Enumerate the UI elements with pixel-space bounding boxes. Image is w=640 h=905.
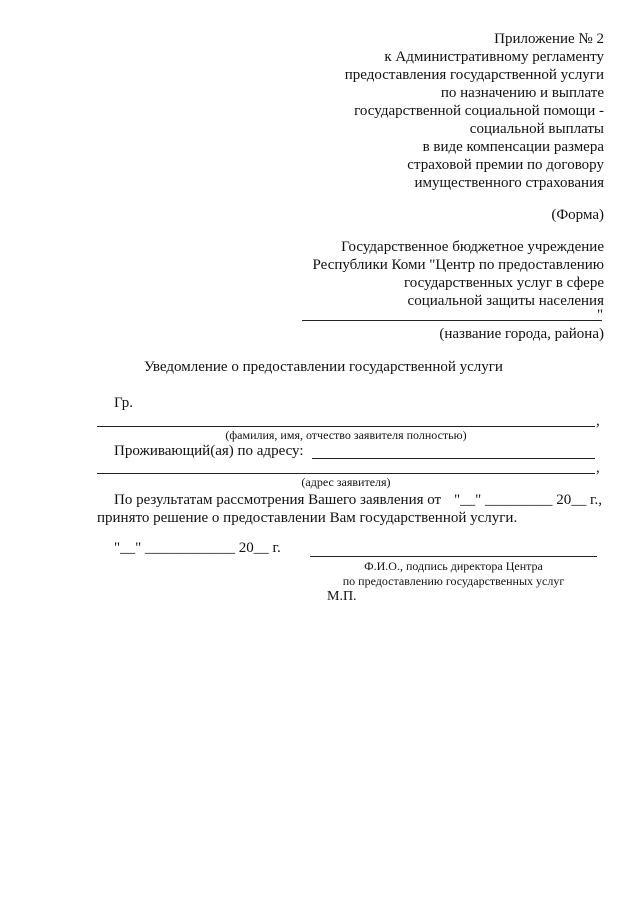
signature-line bbox=[310, 556, 597, 557]
city-underline bbox=[302, 320, 602, 321]
document-title: Уведомление о предоставлении государственной услуги bbox=[144, 359, 503, 375]
citizen-name-line bbox=[97, 426, 595, 427]
appendix-line-4: по назначению и выплате bbox=[440, 85, 604, 101]
body-line-2: принято решение о предоставлении Вам государственной услуги. bbox=[97, 510, 518, 526]
institution-line-2: Республики Коми "Центр по предоставлению bbox=[312, 257, 604, 273]
address-caption: (адрес заявителя) bbox=[301, 475, 391, 489]
signature-caption-2: по предоставлению государственных услуг bbox=[342, 574, 565, 588]
signature-date: "__" ____________ 20__ г. bbox=[114, 540, 281, 556]
citizen-label: Гр. bbox=[114, 395, 133, 411]
closing-quote: " bbox=[597, 307, 604, 323]
address-comma: , bbox=[596, 460, 600, 476]
appendix-line-1: Приложение № 2 bbox=[494, 31, 604, 47]
signature-caption-1: Ф.И.О., подпись директора Центра bbox=[364, 559, 543, 573]
appendix-line-9: имущественного страхования bbox=[414, 175, 604, 191]
appendix-line-7: в виде компенсации размера bbox=[422, 139, 604, 155]
form-label: (Форма) bbox=[551, 207, 604, 223]
body-line-1-prefix: По результатам рассмотрения Вашего заявления от bbox=[114, 492, 442, 508]
institution-line-3: государственных услуг в сфере bbox=[404, 275, 604, 291]
appendix-line-6: социальной выплаты bbox=[469, 121, 604, 137]
application-date: "__" _________ 20__ г., bbox=[454, 492, 602, 508]
institution-line-1: Государственное бюджетное учреждение bbox=[341, 239, 604, 255]
institution-line-4: социальной защиты населения bbox=[407, 293, 604, 309]
stamp-label: М.П. bbox=[327, 589, 357, 604]
citizen-caption: (фамилия, имя, отчество заявителя полностью) bbox=[225, 428, 467, 442]
appendix-line-5: государственной социальной помощи - bbox=[354, 103, 604, 119]
address-label: Проживающий(ая) по адресу: bbox=[114, 443, 304, 459]
appendix-line-2: к Административному регламенту bbox=[384, 49, 604, 65]
appendix-line-3: предоставления государственной услуги bbox=[344, 67, 604, 83]
citizen-comma: , bbox=[596, 413, 600, 429]
city-caption: (название города, района) bbox=[439, 326, 604, 342]
address-line-1 bbox=[312, 458, 595, 459]
appendix-line-8: страховой премии по договору bbox=[407, 157, 604, 173]
address-line-2 bbox=[97, 473, 595, 474]
